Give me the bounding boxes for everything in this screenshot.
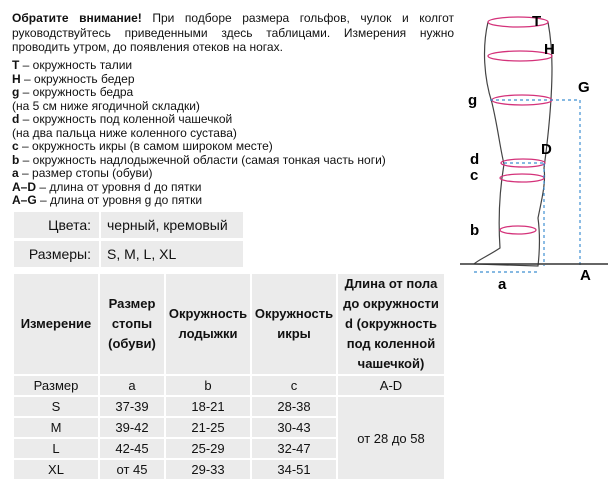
header-foot-size: Размер стопы (обуви) xyxy=(100,274,164,374)
notice-text: При подборе размера гольфов, чулок и колгот руководствуйтесь приведенными здесь таблицами. Измерения нужно проводить утром, до появления отеков на ногах. xyxy=(12,11,455,55)
label-d: d xyxy=(470,151,480,168)
definition-item: A–D – длина от уровня d до пятки xyxy=(12,179,202,194)
sizes-value: S, M, L, XL xyxy=(101,241,243,267)
notice-bold: Обратите внимание! xyxy=(12,11,142,25)
subheader-cell: Размер xyxy=(14,376,98,395)
definition-item: b – окружность надлодыжечной области (самая тонкая часть ноги) xyxy=(12,152,386,167)
measurement-rings xyxy=(488,17,552,234)
table-row: S 37-39 18-21 28-38 от 28 до 58 xyxy=(14,397,444,416)
header-measurement: Измерение xyxy=(14,274,98,374)
definition-item: g – окружность бедра xyxy=(12,85,134,99)
definitions-list xyxy=(12,59,386,208)
header-calf: Окружность икры xyxy=(252,274,336,374)
header-length: Длина от пола до окружности d (окружность под коленной чашечкой) xyxy=(338,274,444,374)
size-chart-table xyxy=(12,272,446,481)
label-H: H xyxy=(544,41,555,58)
leg-measurement-diagram xyxy=(460,8,608,293)
sizes-label: Размеры: xyxy=(14,241,99,267)
subheader-cell: a xyxy=(100,376,164,395)
colors-value: черный, кремовый xyxy=(101,212,243,238)
definition-item: c – окружность икры (в самом широком месте) xyxy=(12,139,273,153)
definition-item: (на 5 см ниже ягодичной складки) xyxy=(12,98,200,113)
colors-label: Цвета: xyxy=(14,212,99,238)
definition-item: a – размер стопы (обуви) xyxy=(12,166,153,180)
definition-item: d – окружность под коленной чашечкой xyxy=(12,112,233,126)
dashed-guides xyxy=(474,100,580,272)
definition-item: T – окружность талии xyxy=(12,58,133,72)
definition-item: A–G – длина от уровня g до пятки xyxy=(12,193,203,207)
definition-item: H – окружность бедер xyxy=(12,71,135,86)
notice-paragraph xyxy=(12,11,454,55)
table-row: M 39-42 21-25 30-43 xyxy=(14,418,444,437)
label-a: a xyxy=(498,276,507,293)
subheader-cell: c xyxy=(252,376,336,395)
label-g: g xyxy=(468,92,478,109)
table-row: XL от 45 29-33 34-51 xyxy=(14,460,444,479)
table-row: L 42-45 25-29 32-47 xyxy=(14,439,444,458)
subheader-cell: A-D xyxy=(338,376,444,395)
label-b: b xyxy=(470,222,480,239)
label-T: T xyxy=(532,13,542,30)
label-A: A xyxy=(580,267,591,284)
label-G: G xyxy=(578,79,590,96)
label-D: D xyxy=(541,141,552,158)
definition-item: (на два пальца ниже коленного сустава) xyxy=(12,125,237,140)
label-c: c xyxy=(470,167,479,184)
length-value-cell: от 28 до 58 xyxy=(338,397,444,479)
header-ankle: Окружность лодыжки xyxy=(166,274,250,374)
subheader-cell: b xyxy=(166,376,250,395)
info-table xyxy=(12,209,245,270)
